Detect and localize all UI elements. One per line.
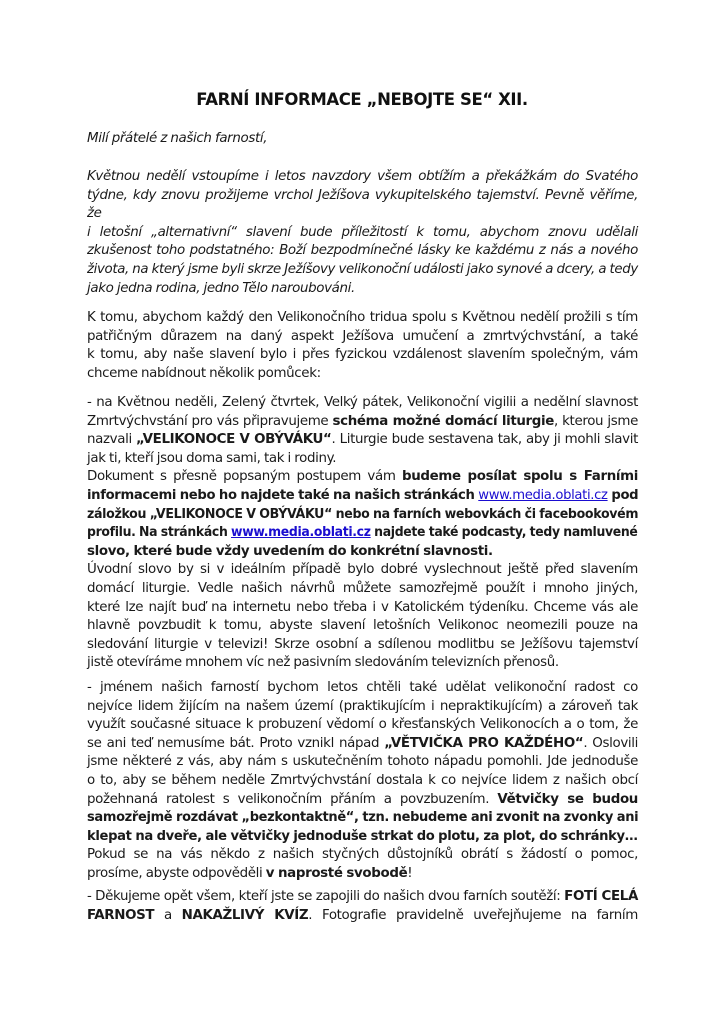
- text-line: využít současné situace k probuzení vědomí o křesťanských Velikonocích a o tom, že: [87, 717, 638, 733]
- text-line: hlavně povzbudit k tomu, abyste slavení letošních Velikonoc neomezili pouze na: [87, 618, 638, 634]
- text-line: jsme některé z vás, aby nám s uskutečněním tohoto nápadu pomohli. Jde jednoduše: [87, 754, 638, 770]
- bold-run: NAKAŽLIVÝ KVÍZ: [181, 907, 309, 923]
- bold-run: budeme posílat spolu s Farními: [401, 469, 638, 485]
- text-line: patřičným důrazem na daný aspekt Ježíšova umučení a zmrtvýchvstání, a také: [87, 328, 638, 344]
- text-line: [87, 888, 638, 907]
- text-line: zkušenost toho podstatného: Boží bezpodmínečné lásky ke každému z nás a nového: [87, 243, 638, 259]
- bold-run: slovo, které bude vždy uvedením do konkrétní slavnosti.: [87, 543, 493, 559]
- page-title: FARNÍ INFORMACE „NEBOJTE SE“ XII.: [196, 90, 528, 109]
- bold-run: profilu. Na stránkách: [87, 525, 232, 541]
- text-line: Květnou nedělí vstoupíme i letos navzdory všem obtížím a překážkám do Svatého: [87, 169, 638, 184]
- text-run: a: [154, 907, 182, 923]
- text-line: [87, 431, 638, 450]
- text-line: [87, 791, 638, 810]
- text-run: Dokument s přesně popsaným postupem vám: [87, 469, 402, 485]
- text-line: Pokud se na vás někdo z našich styčných důstojníků obrátí s žádostí o pomoc,: [87, 847, 638, 863]
- bold-run: Větvičky se budou: [497, 791, 638, 807]
- text-line: nejvíce lidem žijícím na našem území (praktikujícím i nepraktikujícím) a zároveň tak: [87, 698, 638, 714]
- text-run: , kterou jsme: [554, 413, 638, 429]
- bold-run: „VELIKONOCE V OBÝVÁKU“: [136, 432, 332, 448]
- bold-run: informacemi nebo ho najdete také na našich stránkách: [87, 487, 479, 503]
- text-line: [87, 828, 638, 847]
- text-run: . Fotografie pravidelně uveřejňujeme na farním: [308, 907, 638, 923]
- text-line: - jménem našich farností bychom letos chtěli také udělat velikonoční radost co: [87, 680, 638, 695]
- text-run: . Liturgie bude sestavena tak, aby ji mohli slavit: [331, 432, 638, 448]
- text-line: [87, 506, 638, 525]
- text-line: K tomu, abychom každý den Velikonočního tridua spolu s Květnou nedělí prožili s tím: [87, 310, 638, 325]
- text-line: jistě otevíráme mnohem víc než pasivním sledováním televizních přenosů.: [87, 655, 559, 671]
- bold-run: pod: [607, 487, 639, 503]
- section-home-liturgy: [87, 394, 638, 673]
- text-line: - na Květnou neděli, Zelený čtvrtek, Velký pátek, Velikonoční vigilii a nedělní slavnost: [87, 395, 638, 410]
- text-run: - Děkujeme opět všem, kteří jste se zapojili do našich dvou farních soutěží:: [87, 889, 565, 904]
- greeting: [87, 130, 638, 149]
- text-line: [87, 487, 638, 506]
- text-line: o to, aby se během neděle Zmrtvýchvstání dostala k co nejvíce lidem z našich obcí: [87, 772, 638, 788]
- bold-run: v naprosté svobodě: [265, 865, 408, 881]
- text-run: prosíme, abyste odpověděli: [87, 865, 266, 881]
- text-line: jak ti, kteří jsou doma sami, tak i rodiny.: [87, 450, 337, 466]
- text-line: domácí liturgie. Vedle našich návrhů můžete samozřejmě použít i mnoho jiných,: [87, 580, 638, 596]
- text-line: [87, 543, 638, 562]
- text-line: [87, 865, 638, 884]
- bold-run: samozřejmě rozdávat „bezkontaktně“, tzn. nebudeme ani zvonit na zvonky ani: [87, 810, 639, 826]
- text-run: . Oslovili: [583, 735, 639, 751]
- bold-run: schéma možné domácí liturgie: [332, 413, 555, 429]
- intro-paragraph: [87, 168, 638, 298]
- greeting-text: Milí přátelé z našich farností,: [87, 131, 268, 146]
- text-line: jako jedna rodina, jedno Tělo naroubováni.: [87, 280, 355, 296]
- aids-intro-paragraph: [87, 309, 638, 383]
- media-oblati-link[interactable]: www.media.oblati.cz: [478, 487, 608, 503]
- text-line: [87, 468, 638, 487]
- text-run: Zmrtvýchvstání pro vás připravujeme: [87, 413, 333, 429]
- text-run: nazvali: [87, 432, 137, 448]
- text-line: týdne, kdy znovu prožijeme vrchol Ježíšova vykupitelského tajemství. Pevně věříme, že: [87, 187, 638, 222]
- text-run: !: [407, 865, 413, 881]
- text-run: se ani teď nemusíme bát. Proto vznikl nápad: [87, 735, 385, 751]
- text-line: sledování liturgie v televizi! Skrze osobní a sdílenou modlitbu se Ježíšovu tajemství: [87, 636, 638, 652]
- text-line: [87, 809, 638, 828]
- text-line: Úvodní slovo by si v ideálním případě bylo dobré vyslechnout ještě před slavením: [87, 562, 638, 578]
- bold-run: FARNOST: [87, 907, 155, 923]
- bold-run: najdete také podcasty, tedy namluvené: [370, 525, 638, 541]
- bold-run: „VĚTVIČKA PRO KAŽDÉHO“: [384, 735, 584, 751]
- text-line: života, na který jsme byli skrze Ježíšovy velikonoční události jako synové a dcery, a tedy: [87, 261, 638, 277]
- text-line: [87, 735, 638, 754]
- text-line: chceme nabídnout několik pomůcek:: [87, 365, 321, 381]
- text-line: k tomu, aby naše slavení bylo i přes fyzickou vzdálenost slavením společným, vám: [87, 347, 638, 363]
- bold-run: klepat na dveře, ale větvičky jednoduše strkat do plotu, za plot, do schránky…: [87, 828, 638, 844]
- text-run: požehnaná ratolest s velikonočním přáním a povzbuzením.: [87, 791, 498, 807]
- text-line: [87, 907, 638, 926]
- media-oblati-link-2[interactable]: www.media.oblati.cz: [231, 525, 371, 541]
- text-line: [87, 524, 638, 543]
- section-competitions: [87, 888, 638, 925]
- text-line: i letošní „alternativní“ slavení bude příležitostí k tomu, abychom znovu udělali: [87, 224, 638, 240]
- section-branch-for-everyone: [87, 679, 638, 884]
- bold-run: FOTÍ CELÁ: [564, 889, 638, 904]
- text-line: které lze najít buď na internetu nebo třeba i v Katolickém týdeníku. Chceme vás ale: [87, 599, 638, 615]
- bold-run: záložkou „VELIKONOCE V OBÝVÁKU“ nebo na farních webovkách či facebookovém: [87, 506, 639, 522]
- text-line: [87, 413, 638, 432]
